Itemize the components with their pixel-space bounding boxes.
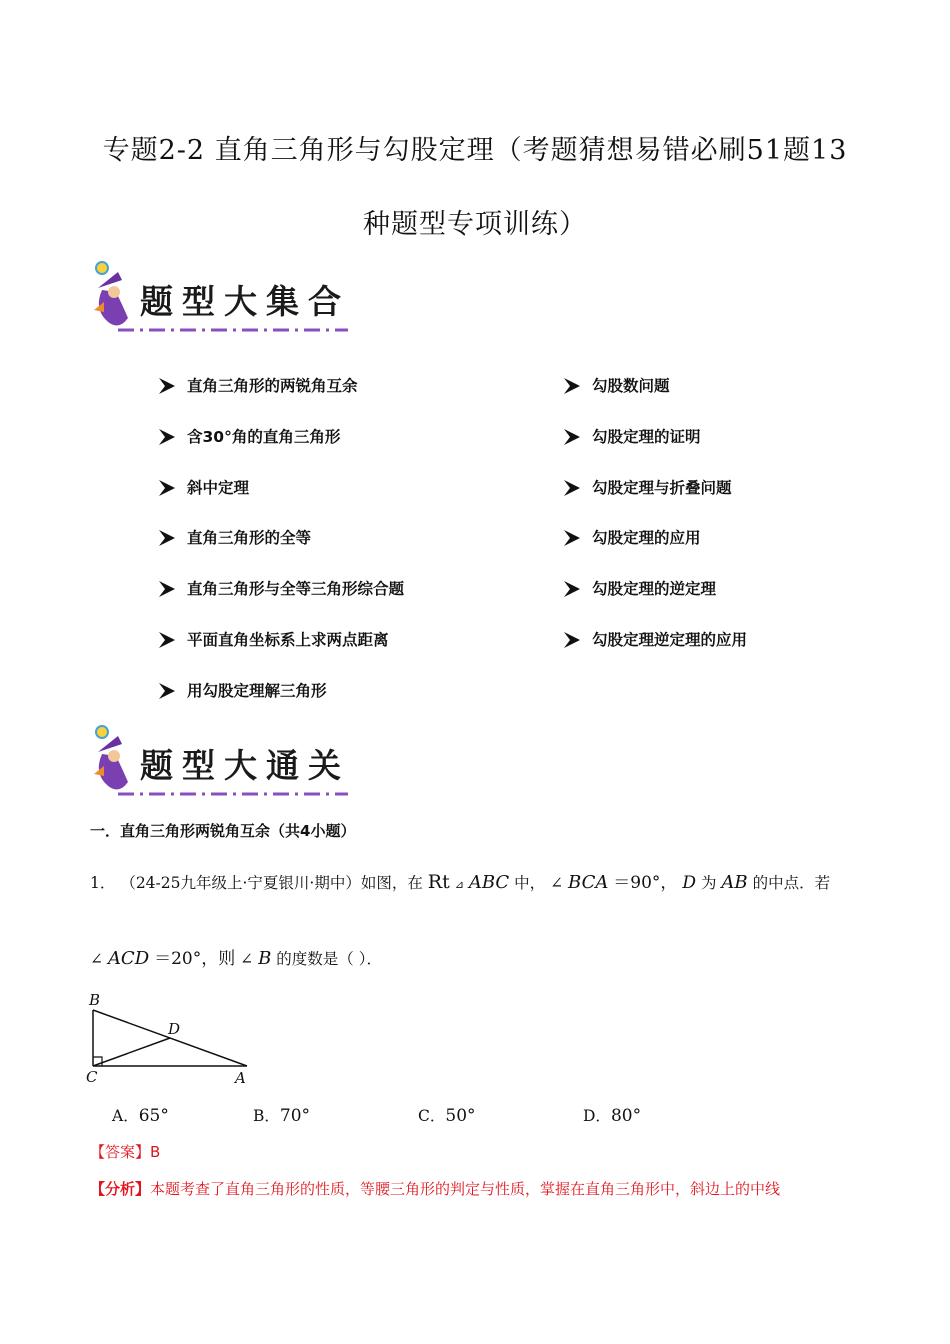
triangle-figure — [84, 990, 264, 1090]
arrow-bullet-icon — [157, 478, 177, 498]
toc-item-label: 直角三角形的两锐角互余 — [187, 377, 358, 395]
angle-b: B — [258, 948, 272, 969]
answer-label: 【答案】 — [90, 1143, 151, 1161]
angle-bca: BCA — [568, 872, 609, 893]
option-d — [583, 1104, 641, 1126]
arrow-bullet-icon — [562, 579, 582, 599]
arrow-bullet-icon — [562, 478, 582, 498]
segment-cd — [93, 1038, 170, 1066]
eq-90: ＝90°， — [613, 873, 678, 893]
arrow-bullet-icon — [562, 376, 582, 396]
banner-title: 题型大集合 — [140, 282, 350, 321]
option-b — [253, 1104, 310, 1126]
eq-20: ＝20°，则 — [154, 949, 236, 969]
triangle-symbol: ⊿ — [454, 878, 464, 891]
text-zhong: 中， — [514, 874, 546, 892]
answer-line — [90, 1141, 160, 1162]
text-midpoint: 的中点．若 — [752, 874, 831, 892]
page-title-line1: 专题2-2 直角三角形与勾股定理（考题猜想易错必刷51题13 — [102, 135, 848, 166]
option-value: 70° — [279, 1106, 311, 1126]
toc-item-label: 勾股定理的证明 — [592, 428, 701, 446]
analysis-label: 【分析】 — [90, 1180, 151, 1198]
arrow-bullet-icon — [157, 427, 177, 447]
toc-item-label: 直角三角形的全等 — [187, 529, 312, 547]
toc-item-label: 用勾股定理解三角形 — [187, 682, 327, 700]
angle-symbol: ∠ — [550, 874, 564, 892]
tri-abc: ABC — [468, 872, 510, 893]
option-letter: D． — [583, 1107, 611, 1125]
label-b: B — [89, 991, 101, 1009]
question-source: （24-25九年级上·宁夏银川·期中）如图，在 — [120, 874, 423, 892]
segment-ab: AB — [721, 872, 748, 893]
arrow-bullet-icon — [157, 681, 177, 701]
toc-item-label: 勾股定理的逆定理 — [592, 580, 717, 598]
angle-acd: ACD — [107, 948, 150, 969]
toc-item-label: 勾股定理逆定理的应用 — [592, 631, 748, 649]
option-c — [418, 1104, 476, 1126]
arrow-bullet-icon — [562, 630, 582, 650]
arrow-bullet-icon — [157, 376, 177, 396]
banner-question-practice — [88, 722, 358, 806]
label-d: D — [168, 1020, 181, 1038]
banner-question-types — [88, 258, 358, 342]
question-prompt: 的度数是（ ）． — [276, 950, 382, 968]
toc-item-label: 勾股定理的应用 — [592, 529, 701, 547]
label-c: C — [86, 1068, 98, 1086]
toc-item-label: 含30°角的直角三角形 — [187, 428, 341, 446]
section-heading: 一．直角三角形两锐角互余（共4小题） — [90, 822, 356, 840]
option-value: 80° — [610, 1106, 642, 1126]
point-d: D — [682, 873, 697, 893]
toc-item-label: 勾股数问题 — [592, 377, 670, 395]
label-a: A — [235, 1069, 246, 1087]
question-line-1 — [90, 868, 830, 893]
toc-item-label: 勾股定理与折叠问题 — [592, 479, 732, 497]
toc-item-label: 平面直角坐标系上求两点距离 — [187, 631, 389, 649]
option-letter: C． — [418, 1107, 446, 1125]
arrow-bullet-icon — [157, 528, 177, 548]
angle-symbol: ∠ — [90, 950, 103, 968]
arrow-bullet-icon — [157, 630, 177, 650]
analysis-text: 本题考查了直角三角形的性质，等腰三角形的判定与性质，掌握在直角三角形中，斜边上的中线 — [150, 1180, 781, 1198]
toc-item-label: 斜中定理 — [187, 479, 250, 497]
toc-item-label: 直角三角形与全等三角形综合题 — [187, 580, 405, 598]
option-letter: A． — [112, 1107, 139, 1125]
text-wei: 为 — [700, 874, 717, 892]
question-line-2 — [90, 944, 382, 969]
answer-value: B — [150, 1143, 161, 1161]
arrow-bullet-icon — [157, 579, 177, 599]
rt-text: Rt — [427, 871, 450, 893]
question-number: 1． — [90, 874, 116, 892]
option-a — [112, 1104, 169, 1126]
arrow-bullet-icon — [562, 528, 582, 548]
analysis-line — [90, 1178, 780, 1199]
option-value: 50° — [445, 1106, 476, 1126]
option-value: 65° — [138, 1106, 169, 1126]
angle-symbol: ∠ — [240, 950, 254, 968]
banner-title: 题型大通关 — [140, 746, 350, 785]
page-title-line2: 种题型专项训练） — [363, 209, 587, 240]
arrow-bullet-icon — [562, 427, 582, 447]
option-letter: B． — [253, 1107, 280, 1125]
